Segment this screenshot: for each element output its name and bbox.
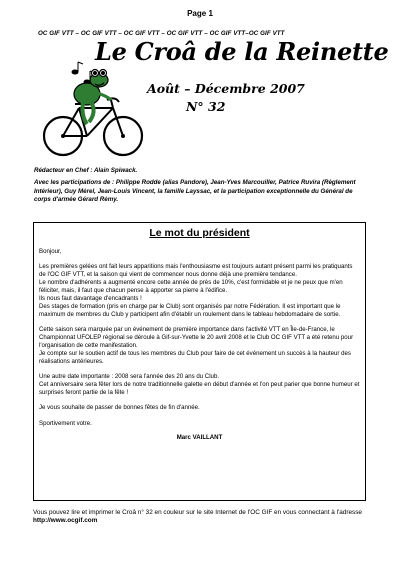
issue-number: N° 32 [186,99,226,114]
footer-note [33,509,368,526]
newsletter-title: Le Croâ de la Reinette [95,37,389,66]
article-closing: Sportivement votre. [39,419,92,427]
editor-credit: Rédacteur en Chef : Alain Spiwack. [34,167,138,174]
contributors-credit: Avec les participations de : Philippe Rodde (alias Pandore), Jean-Yves Marcouiller, Patrice Ruvira (Règlement Intérieur), Guy Mérel, Jean-Louis Vincent, la famille Layssac, et la participation exceptionnelle du Général de corps d'armée Gérard Rémy. [34,179,356,204]
club-banner: OC GIF VTT – OC GIF VTT – OC GIF VTT – OC GIF VTT – OC GIF VTT–OC GIF VTT [38,30,285,37]
issue-date: Août – Décembre 2007 [147,81,305,96]
article-title: Le mot du président [149,227,250,239]
article-block-2 [39,326,360,366]
credits-section [34,167,369,209]
article-paragraph: Cette saison sera marquée par un événement de première importance dans l'activité VTT en Île-de-France, le Championnat UFOLEP régional se déroule à Gif-sur-Yvette le 20 avril 2008 et le Club OC GIF VTT a été retenu pour l'organisation de cette manifestation. [39,326,354,349]
article-block-1 [39,263,360,318]
article-paragraph: Je compte sur le soutien actif de tous les membres du Club pour faire de cet événement un succès à la hauteur des réalisations antérieures. [39,349,351,365]
article-block-3 [39,373,360,397]
article-greeting: Bonjour, [39,247,62,255]
page-number: Page 1 [187,9,213,18]
article-paragraph: Des stages de formation (pris en charge par le Club) sont organisés par notre Fédération. Il est important que le maximum de membres du Club y participent afin d'établir un roulement dans le tableau hebdomadaire de sortie. [39,302,341,318]
article-paragraph: Une autre date importante : 2008 sera l'année des 20 ans du Club. [39,373,220,381]
president-message-box [33,222,366,501]
footer-text: Vous pouvez lire et imprimer le Croâ n° 32 en couleur sur le site Internet de l'OC GIF en vous connectant à l'adresse [33,509,362,516]
article-signature: Marc VAILLANT [176,434,223,442]
frog-on-bicycle-icon [37,60,145,158]
article-paragraph: Cet anniversaire sera fêter lors de notre traditionnelle galette en début d'année et l'on peut parier que bonne humeur et surprises feront partie de la fête ! [39,381,360,396]
article-paragraph: Ils nous faut davantage d'encadrants ! [39,294,142,302]
article-paragraph: Le nombre d'adhérents a augmenté encore cette année de près de 10%, c'est formidable et je ne peux que m'en féliciter, mais, il faut que chacun pense à apporter sa pierre à l'édifice. [39,279,343,295]
website-link[interactable]: http://www.ocgif.com [33,517,98,525]
article-paragraph: Les premières gelées ont fait leurs apparitions mais l'enthousiasme est toujours autant présent parmi les pratiquants de l'OC GIF VTT, et la saison qui vient de commencer nous donne déjà une première tendance. [39,263,353,279]
article-paragraph: Je vous souhaite de passer de bonnes fêtes de fin d'année. [39,404,200,412]
